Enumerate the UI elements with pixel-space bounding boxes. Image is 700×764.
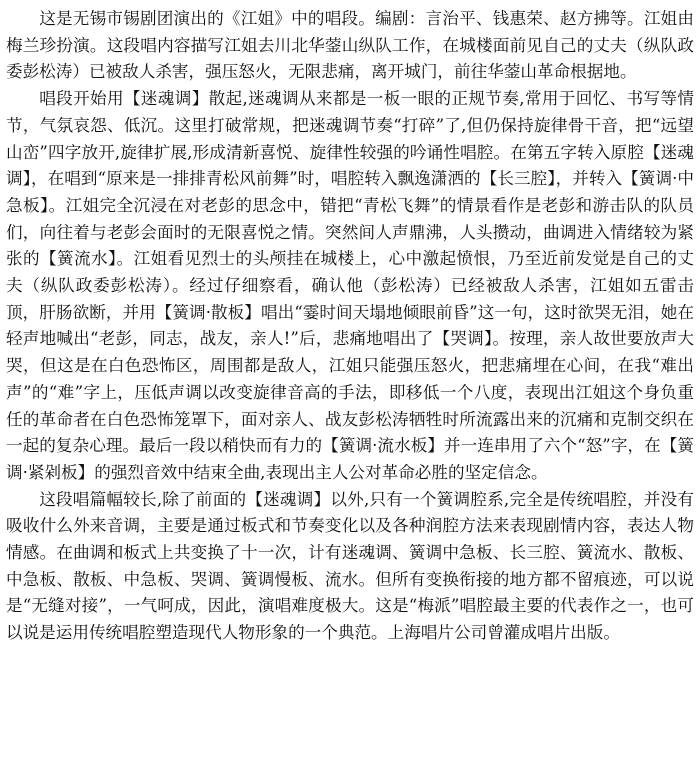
paragraph-summary: 这段唱篇幅较长,除了前面的【迷魂调】以外,只有一个簧调腔系,完全是传统唱腔，并没有吸收什么外来音调，主要是通过板式和节奏变化以及各种润腔方法来表现剧情内容，表达人物情感。在曲调和板式上共变换了十一次，计有迷魂调、簧调中急板、长三腔、簧流水、散板、中急板、散板、中急板、哭调、簧调慢板、流水。但所有变换衔接的地方都不留痕迹，可以说是“无缝对接”，一气呵成，因此，演唱难度极大。这是“梅派”唱腔最主要的代表作之一，也可以说是运用传统唱腔塑造现代人物形象的一个典范。上海唱片公司曾灌成唱片出版。 <box>6 489 694 643</box>
paragraph-analysis: 唱段开始用【迷魂调】散起,迷魂调从来都是一板一眼的正规节奏,常用于回忆、书写等情节，气氛哀怨、低沉。这里打破常规，把迷魂调节奏“打碎”了,但仍保持旋律骨干音，把“远望山峦”四字放开,旋律扩展,形成清新喜悦、旋律性较强的吟诵性唱腔。在第五字转入原腔【迷魂调】，在唱到“原来是一排排青松风前舞”时，唱腔转入飘逸潇洒的【长三腔】，并转入【簧调·中急板】。江姐完全沉浸在对老彭的思念中，错把“青松飞舞”的情景看作是老彭和游击队的队员们，向往着与老彭会面时的无限喜悦之情。突然间人声鼎沸，人头攒动，曲调进入情绪较为紧张的【簧流水】。江姐看见烈士的头颅挂在城楼上，心中激起愤恨，乃至近前发觉是自己的丈夫（纵队政委彭松涛）。经过仔细察看，确认他（彭松涛）已经被敌人杀害，江姐如五雷击顶，肝肠欲断，并用【簧调·散板】唱出“霎时间天塌地倾眼前昏”这一句，这时欲哭无泪，她在轻声地喊出“老彭，同志，战友，亲人!”后，悲痛地唱出了【哭调】。按理，亲人故世要放声大哭，但这是在白色恐怖区，周围都是敌人，江姐只能强压怒火，把悲痛埋在心间，在我“难出声”的“难”字上，压低声调以改变旋律音高的手法，即移低一个八度，表现出江姐这个身负重任的革命者在白色恐怖笼罩下，面对亲人、战友彭松涛牺牲时所流露出来的沉痛和克制交织在一起的复杂心理。最后一段以稍快而有力的【簧调·流水板】并一连串用了六个“怒”字，在【簧调·紧剁板】的强烈音效中结束全曲,表现出主人公对革命必胜的坚定信念。 <box>6 89 694 482</box>
paragraph-intro: 这是无锡市锡剧团演出的《江姐》中的唱段。编剧：言治平、钱惠荣、赵方拂等。江姐由梅兰珍扮演。这段唱内容描写江姐去川北华蓥山纵队工作，在城楼面前见自己的丈夫（纵队政委彭松涛）已被敌人杀害，强压怒火，无限悲痛，离开城门，前往华蓥山革命根据地。 <box>6 9 694 82</box>
